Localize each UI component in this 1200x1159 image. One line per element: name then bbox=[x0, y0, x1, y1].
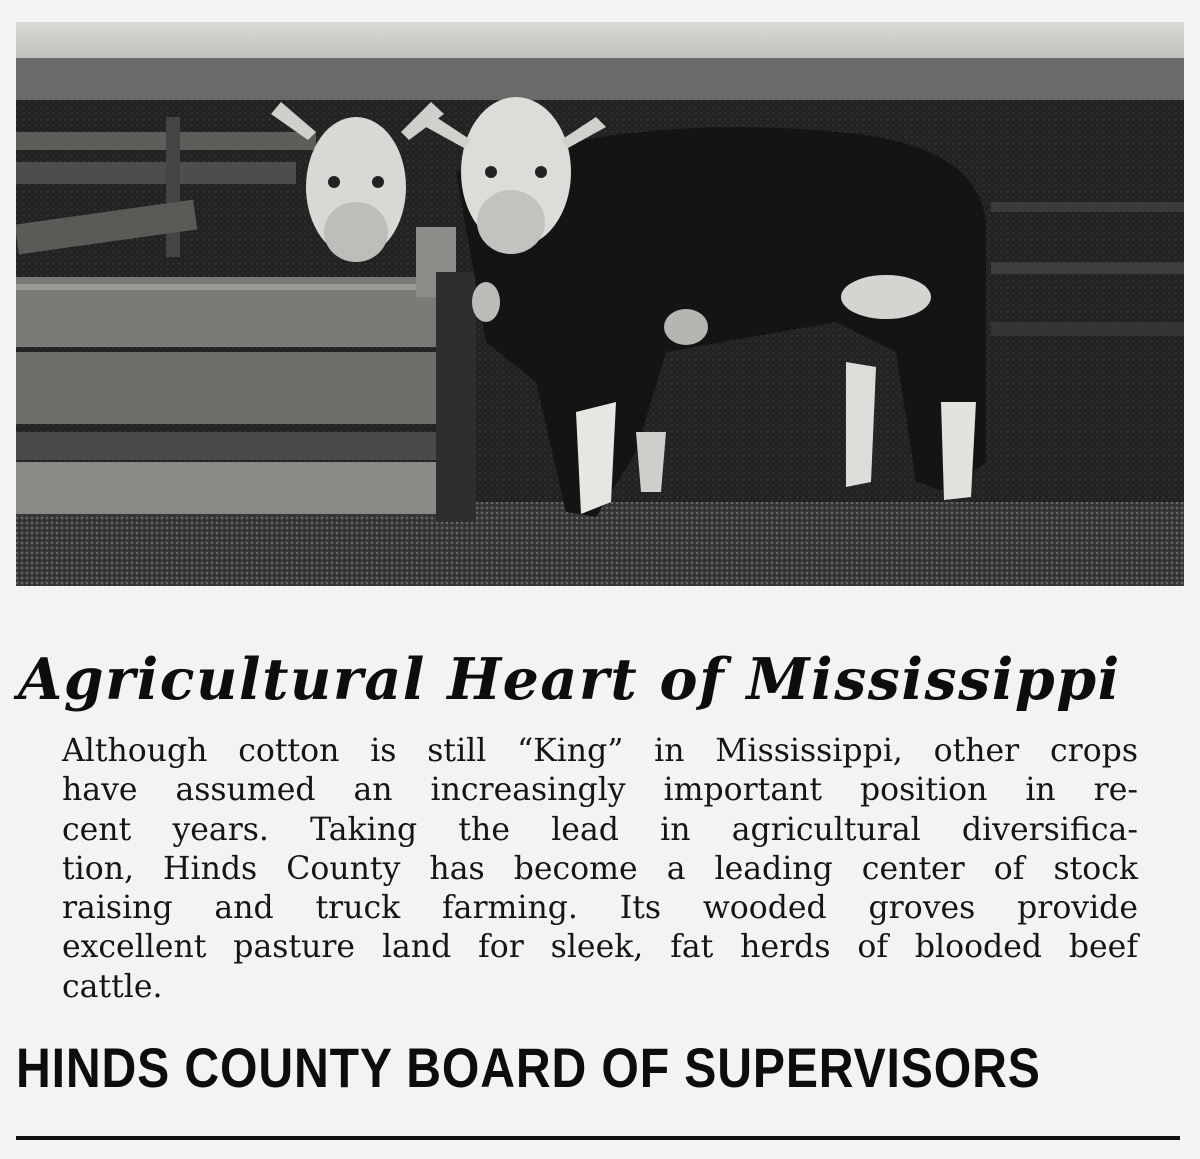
body-line: have assumed an increasingly important position in re- bbox=[62, 772, 1138, 809]
body-line: Although cotton is still “King” in Mississippi, other crops bbox=[62, 733, 1138, 769]
body-line: raising and truck farming. Its wooded groves provide bbox=[62, 890, 1138, 927]
body-line: tion, Hinds County has become a leading center of stock bbox=[62, 850, 1138, 887]
body-line: cattle. bbox=[62, 968, 163, 1005]
bottom-rule bbox=[16, 1136, 1180, 1140]
headline: Agricultural Heart of Mississippi bbox=[18, 646, 1121, 713]
body-line: cent years. Taking the lead in agricultural diversifica- bbox=[62, 811, 1138, 848]
body-line: excellent pasture land for sleek, fat herds of blooded beef bbox=[62, 929, 1138, 966]
sponsor-signature: HINDS COUNTY BOARD OF SUPERVISORS bbox=[16, 1036, 1041, 1099]
cattle-photograph bbox=[16, 22, 1184, 586]
cattle-photo-illustration bbox=[16, 22, 1184, 586]
body-paragraph bbox=[62, 732, 1138, 1007]
